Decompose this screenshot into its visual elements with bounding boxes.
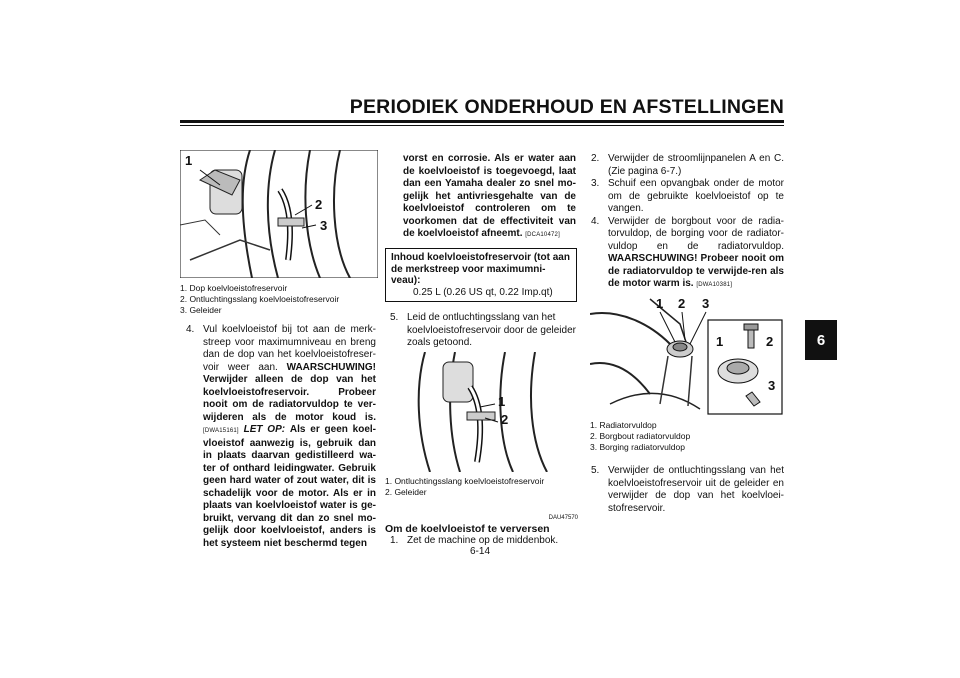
figure1-caption: 2. Ontluchtingsslang koelvloeistofreservoir xyxy=(180,294,340,304)
figure-radiator-cap xyxy=(590,294,784,416)
section-title: Om de koelvloeistof te verversen xyxy=(385,523,550,535)
letop-text: Als er geen koel-vloeistof aanwezig is, gebruik dan in plaats daarvan gedistilleerd wa-ter of onthard leidingwater. Gebruik geen hard water of zout water, dit is schadelijk voor de motor. Als er in plaats van koelvloeistof water is ge-bruikt, vervang dit dan zo snel mo-gelijk door koelvloeistof, anders is het systeem niet beschermd tegen xyxy=(203,424,377,549)
col2-step5 xyxy=(390,312,576,350)
chapter-tab: 6 xyxy=(805,320,837,360)
figure2-callout-2: 2 xyxy=(501,412,509,427)
figure-breather-hose-drawing xyxy=(385,352,577,472)
page-title: PERIODIEK ONDERHOUD EN AFSTELLINGEN xyxy=(349,96,784,118)
step-number: 4. xyxy=(591,215,600,227)
step-text: Verwijder de stroomlijnpanelen A en C. (Zie pagina 6-7.) xyxy=(608,153,784,177)
step-2 xyxy=(591,153,784,178)
figure-breather-hose xyxy=(385,352,577,472)
warning-code: [DWA10381] xyxy=(696,282,733,288)
col3-step5 xyxy=(591,465,784,515)
figure3-callout-1: 1 xyxy=(656,296,664,311)
figure3-inset-callout-1: 1 xyxy=(716,334,724,349)
step-number: 3. xyxy=(591,178,600,189)
figure1-captions xyxy=(180,283,380,316)
capacity-title: Inhoud koelvloeistofreservoir (tot aan de merkstreep voor maximumni-veau): xyxy=(391,252,570,286)
step-number: 2. xyxy=(591,153,600,164)
step-text: Zet de machine op de middenbok. xyxy=(407,535,559,546)
figure3-callout-2: 2 xyxy=(678,296,686,311)
capacity-box xyxy=(385,248,577,302)
step-number: 4. xyxy=(186,324,195,335)
step-number: 5. xyxy=(591,465,600,476)
col3-steps xyxy=(591,153,784,292)
figure2-caption: 1. Ontluchtingsslang koelvloeistofreservoir xyxy=(385,476,545,486)
figure3-inset-callout-2: 2 xyxy=(766,334,774,349)
step-3 xyxy=(591,178,784,216)
figure2-captions xyxy=(385,476,585,498)
figure3-caption: 1. Radiatorvuldop xyxy=(590,420,657,430)
step-4 xyxy=(591,216,784,292)
step-text: Verwijder de ontluchtingsslang van het koelvloeistofreservoir uit de geleider en verwijder de dop van het koelvloei-stofreservoir. xyxy=(608,465,784,514)
step-number: 5. xyxy=(390,312,399,323)
figure3-captions xyxy=(590,420,784,453)
figure2-callout-1: 1 xyxy=(498,394,506,409)
figure-coolant-reservoir-drawing xyxy=(180,150,378,278)
figure1-caption: 1. Dop koelvloeistofreservoir xyxy=(180,283,288,293)
figure3-caption: 3. Borging radiatorvuldop xyxy=(590,442,685,452)
header-rule xyxy=(180,120,784,123)
step-number: 1. xyxy=(390,535,399,546)
figure1-callout-2: 2 xyxy=(315,197,323,212)
figure-radiator-cap-drawing xyxy=(590,294,784,416)
col2-continuation xyxy=(403,153,576,242)
figure3-callout-3: 3 xyxy=(702,296,710,311)
step-text: Vul koelvloeistof bij tot aan de merk-streep voor maximumniveau en breng dan de dop van het koelvloeistofreser-voir weer aan. xyxy=(203,324,376,373)
figure1-caption: 3. Geleider xyxy=(180,305,222,315)
figure3-inset-callout-3: 3 xyxy=(768,378,776,393)
capacity-value: 0.25 L (0.26 US qt, 0.22 Imp.qt) xyxy=(413,286,553,298)
warning-code: [DWA15161] xyxy=(203,428,239,434)
continued-text: vorst en corrosie. Als er water aan de koelvloeistof is toegevoegd, laat dan een Yamaha dealer zo snel mo-gelijk het antivriesgehalte van de koelvloeistof controleren om te voorkomen dat de effectiviteit van de koelvloeistof afneemt. xyxy=(403,153,576,239)
figure3-caption: 2. Borgbout radiatorvuldop xyxy=(590,431,691,441)
caution-code: [DCA10472] xyxy=(525,232,560,238)
page-number: 6-14 xyxy=(469,546,490,557)
figure1-callout-1: 1 xyxy=(185,153,193,168)
col1-step4 xyxy=(186,324,376,550)
figure-coolant-reservoir xyxy=(180,150,378,278)
step-text: Leid de ontluchtingsslang van het koelvloeistofreservoir door de geleider zoals getoond. xyxy=(407,312,576,348)
dau-code: DAU47570 xyxy=(548,515,578,521)
warning-text: WAARSCHUWING! Probeer nooit om de radiatorvuldop te verwijde-ren als de motor warm is. xyxy=(608,253,784,289)
step-text: Schuif een opvangbak onder de motor om de gebruikte koelvloeistof op te vangen. xyxy=(608,178,784,214)
letop-label: LET OP: xyxy=(243,424,286,435)
warning-text: WAARSCHUWING! Verwijder alleen de dop van het koelvloeistofreservoir. Probeer nooit om de radiatorvuldop te ver-wijderen als de motor koud is. xyxy=(203,361,377,423)
step-text: Verwijder de borgbout voor de radia-torvuldop, de borging voor de radiator-vuldop en de radiatorvuldop. xyxy=(608,215,784,252)
figure1-callout-3: 3 xyxy=(320,218,328,233)
header-rule-thin xyxy=(180,125,784,126)
figure2-caption: 2. Geleider xyxy=(385,487,427,497)
